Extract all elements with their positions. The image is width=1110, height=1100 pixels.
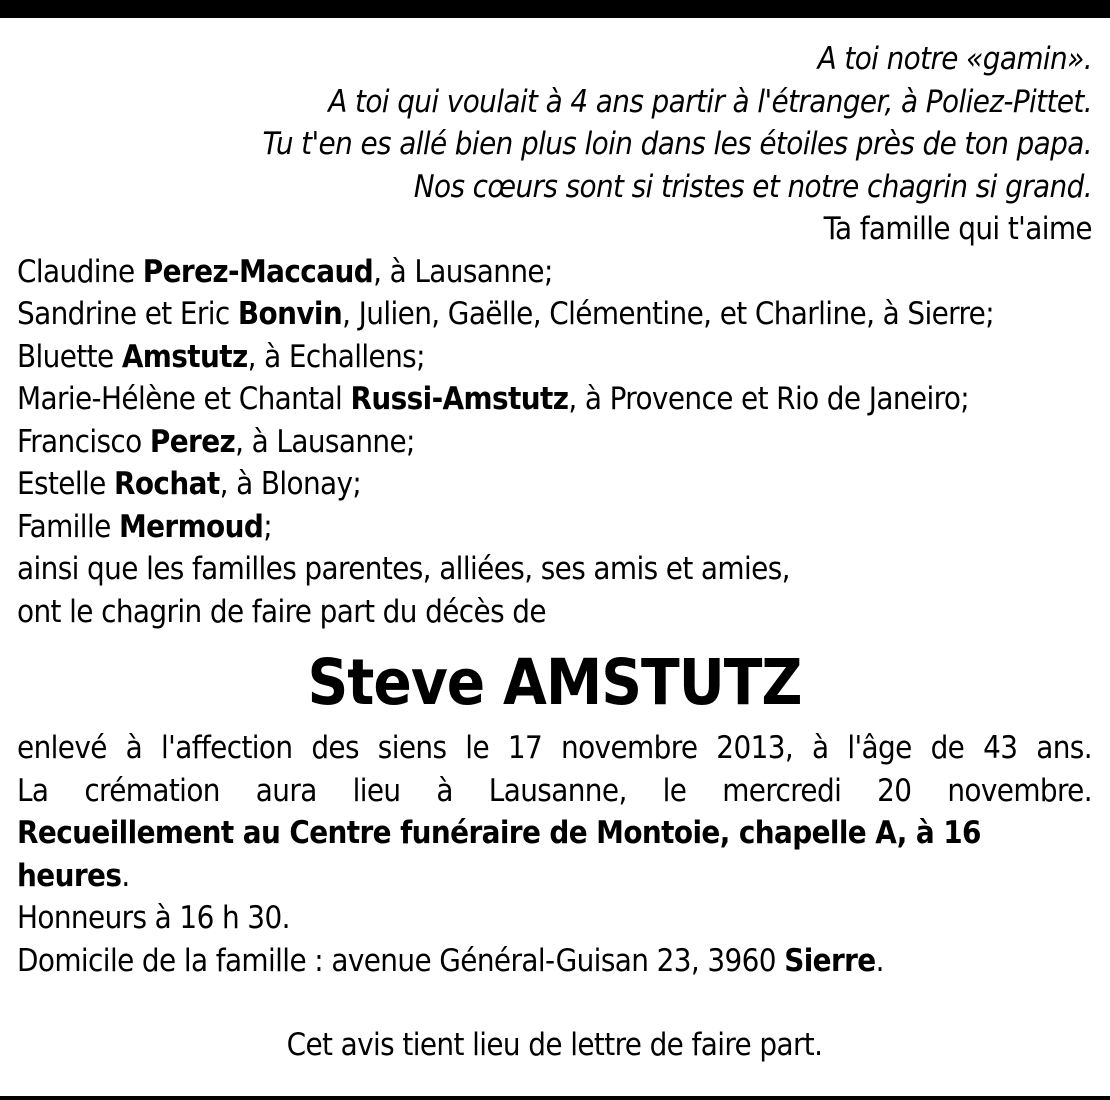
mourner-surname: Bonvin [237, 296, 343, 332]
mourner-surname: Mermoud [118, 508, 264, 545]
top-rule [0, 0, 1110, 18]
mourner-location: , à Lausanne; [373, 253, 553, 290]
mourner-line [17, 463, 1092, 506]
mourner-line [17, 251, 1092, 294]
mourner-location: , à Echallens; [247, 338, 425, 375]
mourner-first-names: Claudine [17, 253, 143, 290]
mourner-location: ; [263, 508, 273, 545]
mourner-first-names: Estelle [17, 466, 114, 502]
ceremony-period: . [121, 857, 130, 894]
footer-notice: Cet avis tient lieu de lettre de faire part. [286, 1027, 823, 1063]
mourner-location: , à Blonay; [219, 466, 362, 502]
mourner-line [17, 336, 1092, 379]
mourner-surname: Rochat [113, 466, 220, 502]
poem-line: Nos cœurs sont si tristes et notre chagrin si grand. [413, 168, 1092, 205]
cremation-line: La crémation aura lieu à Lausanne, le mercredi 20 novembre. [17, 772, 1092, 809]
closing-line: ont le chagrin de faire part du décès de [17, 593, 546, 630]
mourner-location: , à Provence et Rio de Janeiro; [568, 381, 970, 417]
death-date-line: enlevé à l'affection des siens le 17 novembre 2013, à l'âge de 43 ans. [17, 730, 1092, 766]
mourners-list [17, 251, 1092, 634]
address-line [17, 940, 1092, 983]
mourner-line [17, 506, 1092, 549]
mourner-line [17, 293, 1092, 336]
mourner-first-names: Famille [17, 508, 119, 545]
mourner-surname: Russi-Amstutz [350, 381, 569, 417]
address-text: Domicile de la famille : avenue Général-Guisan 23, 3960 [17, 942, 785, 979]
address-city: Sierre [784, 942, 876, 979]
mourner-first-names: Marie-Hélène et Chantal [17, 381, 351, 417]
poem-line: Tu t'en es allé bien plus loin dans les étoiles près de ton papa. [262, 126, 1092, 162]
closing-line: ainsi que les familles parentes, alliées, ses amis et amies, [17, 551, 790, 587]
poem [17, 38, 1092, 251]
bottom-rule [0, 1096, 1110, 1100]
mourner-first-names: Sandrine et Eric [17, 296, 238, 332]
funeral-details [17, 727, 1092, 982]
honours-line: Honneurs à 16 h 30. [17, 900, 290, 936]
mourner-line [17, 421, 1092, 464]
obituary-notice [17, 38, 1092, 1067]
deceased-name: Steve AMSTUTZ [307, 646, 802, 719]
mourner-first-names: Bluette [17, 338, 122, 375]
ceremony-text: Recueillement au Centre funéraire de Montoie, chapelle A, à 16 heures [17, 815, 981, 894]
poem-signature: Ta famille qui t'aime [823, 211, 1092, 247]
mourner-surname: Perez-Maccaud [142, 253, 374, 290]
poem-line: A toi notre «gamin». [817, 41, 1092, 77]
mourner-location: , à Lausanne; [235, 423, 415, 460]
mourner-surname: Amstutz [121, 338, 248, 375]
mourner-first-names: Francisco [17, 423, 150, 460]
poem-line: A toi qui voulait à 4 ans partir à l'étranger, à Poliez-Pittet. [328, 83, 1092, 120]
mourner-location: , Julien, Gaëlle, Clémentine, et Charline, à Sierre; [342, 296, 995, 332]
address-period: . [875, 942, 884, 979]
mourner-surname: Perez [149, 423, 236, 460]
ceremony-line [17, 812, 1092, 897]
mourner-line [17, 378, 1092, 421]
